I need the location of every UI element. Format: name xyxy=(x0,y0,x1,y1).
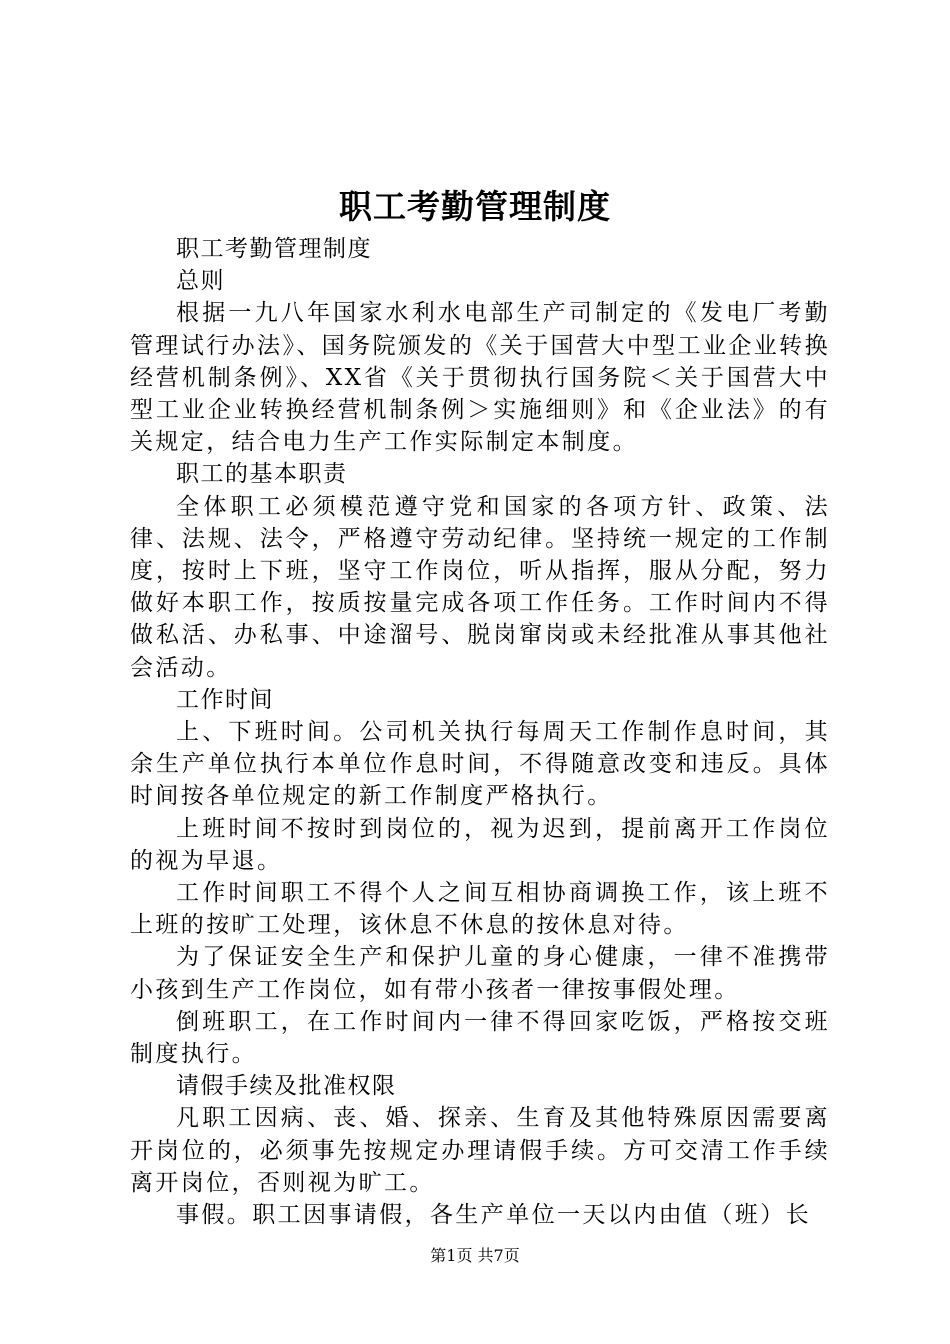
paragraph-subtitle: 职工考勤管理制度 xyxy=(176,236,372,262)
paragraph: 上班时间不按时到岗位的，视为迟到，提前离开工作岗位的视为早退。 xyxy=(130,815,830,874)
paragraph: 工作时间职工不得个人之间互相协商调换工作，该上班不上班的按旷工处理，该休息不休息的按休息对待。 xyxy=(130,880,830,939)
page-footer: 第1页 共7页 xyxy=(430,1246,520,1265)
paragraph: 全体职工必须模范遵守党和国家的各项方针、政策、法律、法规、法令，严格遵守劳动纪律。坚持统一规定的工作制度，按时上下班，坚守工作岗位，听从指挥，服从分配，努力做好本职工作，按质按量完成各项工作任务。工作时间内不得做私活、办私事、中途溜号、脱岗窜岗或未经批准从事其他社会活动。 xyxy=(130,493,830,681)
paragraph: 凡职工因病、丧、婚、探亲、生育及其他特殊原因需要离开岗位的，必须事先按规定办理请假手续。方可交清工作手续离开岗位，否则视为旷工。 xyxy=(130,1105,830,1196)
paragraph: 上、下班时间。公司机关执行每周天工作制作息时间，其余生产单位执行本单位作息时间，不得随意改变和违反。具体时间按各单位规定的新工作制度严格执行。 xyxy=(130,719,830,810)
paragraph: 事假。职工因事请假，各生产单位一天以内由值（班）长 xyxy=(176,1202,811,1229)
paragraph: 倒班职工，在工作时间内一律不得回家吃饭，严格按交班制度执行。 xyxy=(130,1008,830,1068)
section-heading-work-time: 工作时间 xyxy=(176,686,274,713)
section-heading-general: 总则 xyxy=(176,268,225,295)
document-title: 职工考勤管理制度 xyxy=(339,187,611,226)
section-heading-duties: 职工的基本职责 xyxy=(176,461,348,488)
paragraph: 根据一九八年国家水利水电部生产司制定的《发电厂考勤管理试行办法》、国务院颁发的《关于国营大中型工业企业转换经营机制条例》、XX省《关于贯彻执行国务院＜关于国营大中型工业企业转换经营机制条例＞实施细则》和《企业法》的有关规定，结合电力生产工作实际制定本制度。 xyxy=(130,300,830,456)
document-body xyxy=(130,233,830,1231)
section-heading-leave: 请假手续及批准权限 xyxy=(176,1073,397,1100)
paragraph: 为了保证安全生产和保护儿童的身心健康，一律不准携带小孩到生产工作岗位，如有带小孩者一律按事假处理。 xyxy=(130,944,830,1003)
